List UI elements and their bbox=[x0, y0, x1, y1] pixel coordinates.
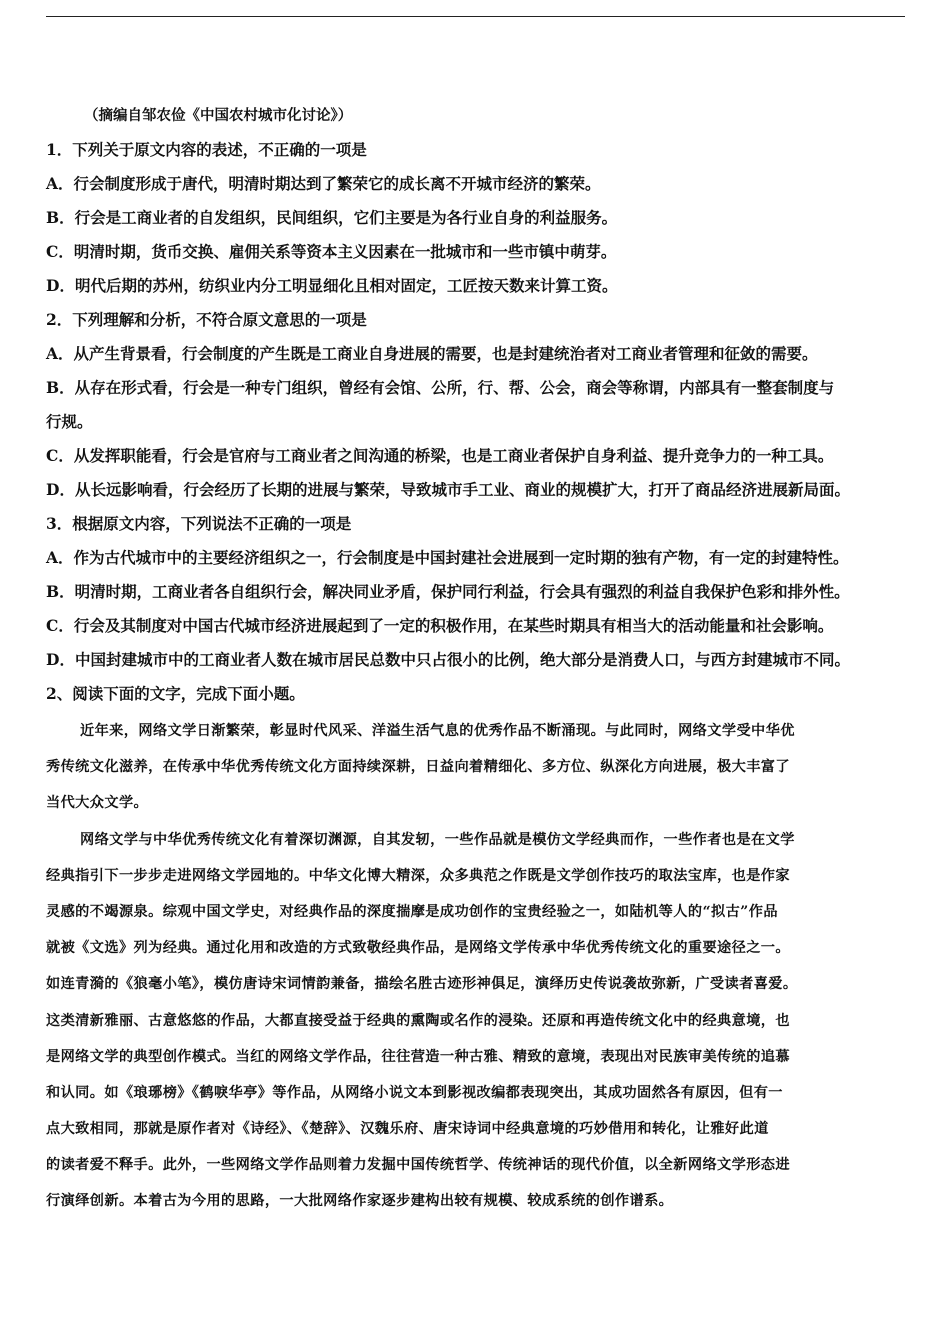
option-text: 从长远影响看，行会经历了长期的进展与繁荣，导致城市手工业、商业的规模扩大，打开了商品经济进展新局面。 bbox=[74, 480, 850, 499]
reading-passage bbox=[46, 713, 914, 1220]
option-c bbox=[46, 609, 914, 643]
option-label: B． bbox=[46, 208, 75, 227]
option-label: A． bbox=[46, 548, 74, 567]
passage-line: 和认同。如《琅琊榜》《鹤唳华亭》等作品，从网络小说文本到影视改编都表现突出，其成功固然各有原因，但有一 bbox=[46, 1084, 783, 1101]
passage-line: 行演绎创新。本着古为今用的思路，一大批网络作家逐步建构出较有规模、较成系统的创作谱系。 bbox=[46, 1193, 674, 1210]
option-label: C． bbox=[46, 242, 74, 261]
option-b bbox=[46, 201, 914, 235]
option-text: 从发挥职能看，行会是官府与工商业者之间沟通的桥梁，也是工商业者保护自身利益、提升竞争力的一种工具。 bbox=[73, 446, 834, 465]
option-a bbox=[46, 167, 914, 201]
option-a bbox=[46, 541, 914, 575]
option-text: 行会是工商业者的自发组织，民间组织，它们主要是为各行业自身的利益服务。 bbox=[74, 208, 618, 227]
option-text: 从产生背景看，行会制度的产生既是工商业自身进展的需要，也是封建统治者对工商业者管理和征敛的需要。 bbox=[73, 344, 818, 363]
option-d bbox=[46, 643, 914, 677]
option-d bbox=[46, 473, 914, 507]
question-stem: 1．下列关于原文内容的表述，不正确的一项是 bbox=[46, 140, 367, 159]
passage-line: 近年来，网络文学日渐繁荣，彰显时代风采、洋溢生活气息的优秀作品不断涌现。与此同时，网络文学受中华优 bbox=[80, 723, 795, 739]
passage-line: 这类清新雅丽、古意悠悠的作品，大都直接受益于经典的熏陶或名作的浸染。还原和再造传统文化中的经典意境，也 bbox=[46, 1012, 790, 1029]
option-label: B． bbox=[46, 378, 75, 397]
option-c bbox=[46, 235, 914, 269]
option-c bbox=[46, 439, 914, 473]
passage-line: 就被《文选》列为经典。通过化用和改造的方式致敬经典作品，是网络文学传承中华优秀传统文化的重要途径之一。 bbox=[46, 940, 790, 957]
option-b-continued: 行规。 bbox=[46, 412, 93, 431]
option-text: 明清时期，货币交换、雇佣关系等资本主义因素在一批城市和一些市镇中萌芽。 bbox=[73, 242, 617, 261]
passage-line: 是网络文学的典型创作模式。当红的网络文学作品，往往营造一种古雅、精致的意境，表现出对民族审美传统的追慕 bbox=[46, 1048, 790, 1065]
question-2 bbox=[46, 303, 914, 507]
passage-line: 如连青漪的《狼毫小笔》，模仿唐诗宋词情韵兼备，描绘名胜古迹形神俱足，演绎历史传说袭故弥新，广受读者喜爱。 bbox=[46, 976, 798, 993]
question-stem: 3．根据原文内容，下列说法不正确的一项是 bbox=[46, 514, 352, 533]
option-text: 中国封建城市中的工商业者人数在城市居民总数中只占很小的比例，绝大部分是消费人口，与西方封建城市不同。 bbox=[74, 650, 850, 669]
section-heading: 2、阅读下面的文字，完成下面小题。 bbox=[46, 684, 305, 703]
passage-line: 网络文学与中华优秀传统文化有着深切渊源，自其发轫，一些作品就是模仿文学经典而作，一些作者也是在文学 bbox=[80, 831, 795, 848]
passage-paragraph-2 bbox=[46, 822, 914, 1220]
passage-line: 灵感的不竭源泉。综观中国文学史，对经典作品的深度揣摩是成功创作的宝贵经验之一，如陆机等人的“拟古”作品 bbox=[46, 903, 778, 920]
passage-line: 的读者爱不释手。此外，一些网络文学作品则着力发掘中国传统哲学、传统神话的现代价值，以全新网络文学形态进 bbox=[46, 1157, 790, 1174]
question-stem: 2．下列理解和分析，不符合原文意思的一项是 bbox=[46, 310, 367, 329]
option-text: 作为古代城市中的主要经济组织之一，行会制度是中国封建社会进展到一定时期的独有产物，有一定的封建特性。 bbox=[73, 548, 849, 567]
option-d bbox=[46, 269, 914, 303]
option-label: D． bbox=[46, 650, 75, 669]
source-note: （摘编自邹农俭《中国农村城市化讨论》） bbox=[84, 107, 353, 124]
passage-paragraph-1 bbox=[46, 713, 914, 822]
passage-line: 秀传统文化滋养，在传承中华优秀传统文化方面持续深耕，日益向着精细化、多方位、纵深化方向进展，极大丰富了 bbox=[46, 759, 790, 776]
question-3 bbox=[46, 507, 914, 677]
document-page bbox=[46, 99, 914, 1220]
header-rule bbox=[46, 16, 905, 17]
option-label: D． bbox=[46, 276, 75, 295]
option-label: C． bbox=[46, 446, 74, 465]
option-label: D． bbox=[46, 480, 75, 499]
option-text: 从存在形式看，行会是一种专门组织，曾经有会馆、公所，行、帮、公会，商会等称谓，内部具有一整套制度与 bbox=[74, 378, 835, 397]
option-label: C． bbox=[46, 616, 74, 635]
option-text: 行会制度形成于唐代，明清时期达到了繁荣它的成长离不开城市经济的繁荣。 bbox=[73, 174, 601, 193]
option-a bbox=[46, 337, 914, 371]
option-label: B． bbox=[46, 582, 75, 601]
option-b bbox=[46, 575, 914, 609]
question-1 bbox=[46, 133, 914, 303]
option-text: 行会及其制度对中国古代城市经济进展起到了一定的积极作用，在某些时期具有相当大的活动能量和社会影响。 bbox=[73, 616, 834, 635]
passage-line: 点大致相同，那就是原作者对《诗经》、《楚辞》、汉魏乐府、唐宋诗词中经典意境的巧妙借用和转化，让雅好此道 bbox=[46, 1121, 769, 1138]
passage-line: 当代大众文学。 bbox=[46, 795, 149, 812]
passage-line: 经典指引下一步步走进网络文学园地的。中华文化博大精深，众多典范之作既是文学创作技巧的取法宝库，也是作家 bbox=[46, 867, 790, 884]
option-b bbox=[46, 371, 914, 405]
option-text: 明代后期的苏州，纺织业内分工明显细化且相对固定，工匠按天数来计算工资。 bbox=[74, 276, 618, 295]
option-label: A． bbox=[46, 344, 74, 363]
option-label: A． bbox=[46, 174, 74, 193]
option-text: 明清时期，工商业者各自组织行会，解决同业矛盾，保护同行利益，行会具有强烈的利益自我保护色彩和排外性。 bbox=[74, 582, 850, 601]
